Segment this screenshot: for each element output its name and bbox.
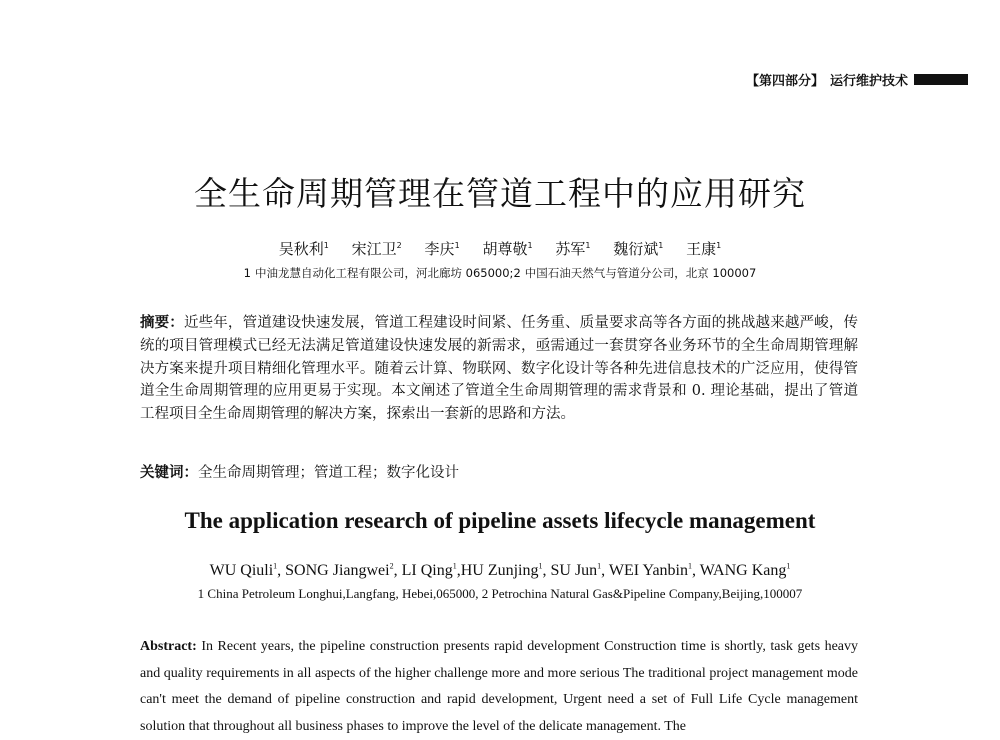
author-cn: 王康$^1$ [686, 240, 722, 258]
section-part: 【第四部分】 [745, 74, 824, 89]
section-header [746, 70, 968, 89]
author-cn: 宋江卫$^2$ [351, 240, 402, 258]
author-cn: 胡尊敬$^1$ [482, 240, 533, 258]
section-topic: 运行维护技术 [829, 74, 908, 89]
author-cn: 吴秋利$^1$ [278, 240, 329, 258]
author-cn: 魏衍斌$^1$ [613, 240, 664, 258]
title-cn: 全生命周期管理在管道工程中的应用研究 [194, 174, 806, 213]
abstract-en [140, 634, 858, 740]
abstract-en-text: In Recent years, the pipeline construction presents rapid development Construction time is shortly, task gets heavy and quality requirements in all aspects of the higher challenge more and more serious The traditional project management mode can't meet the demand of pipeline construction and rapid development, Urgent need a set of Full Life Cycle management solution that throughout all business phases to improve the level of the delicate management. The [140, 639, 858, 734]
abstract-cn-text: 近些年，管道建设快速发展，管道工程建设时间紧、任务重、质量要求高等各方面的挑战越来越严峻，传统的项目管理模式已经无法满足管道建设快速发展的新需求，亟需通过一套贯穿各业务环节的全生命周期管理解决方案来提升项目精细化管理水平。随着云计算、物联网、数字化设计等各种先进信息技术的广泛应用，使得管道全生命周期管理的应用更易于实现。本文阐述了管道全生命周期管理的需求背景和 0. 理论基础，提出了管道工程项目全生命周期管理的解决方案，探索出一套新的思路和方法。 [140, 315, 858, 423]
authors-en: WU Qiuli$^1$, SONG Jiangwei$^2$, LI Qing$^1$,HU Zunjing$^1$, SU Jun$^1$, WEI Yanbin$^1$, WANG Kang$^1$ [209, 561, 791, 579]
header-bar-decoration [914, 74, 968, 85]
affiliations-cn: 1 中油龙慧自动化工程有限公司，河北廊坊 065000;2 中国石油天然气与管道分公司，北京 100007 [243, 266, 757, 280]
keywords-cn-label: 关键词： [140, 465, 198, 481]
authors-cn [0, 238, 1000, 259]
author-cn: 李庆$^1$ [424, 240, 460, 258]
title-en: The application research of pipeline assets lifecycle management [184, 508, 816, 533]
abstract-en-label: Abstract: [140, 639, 197, 654]
author-cn: 苏军$^1$ [555, 240, 591, 258]
abstract-cn-label: 摘要： [140, 315, 184, 331]
keywords-cn-text: 全生命周期管理；管道工程；数字化设计 [198, 465, 459, 481]
keywords-cn [140, 462, 858, 484]
abstract-cn [140, 312, 858, 426]
affiliations-en: 1 China Petroleum Longhui,Langfang, Hebei,065000, 2 Petrochina Natural Gas&Pipeline Company,Beijing,100007 [197, 586, 803, 601]
